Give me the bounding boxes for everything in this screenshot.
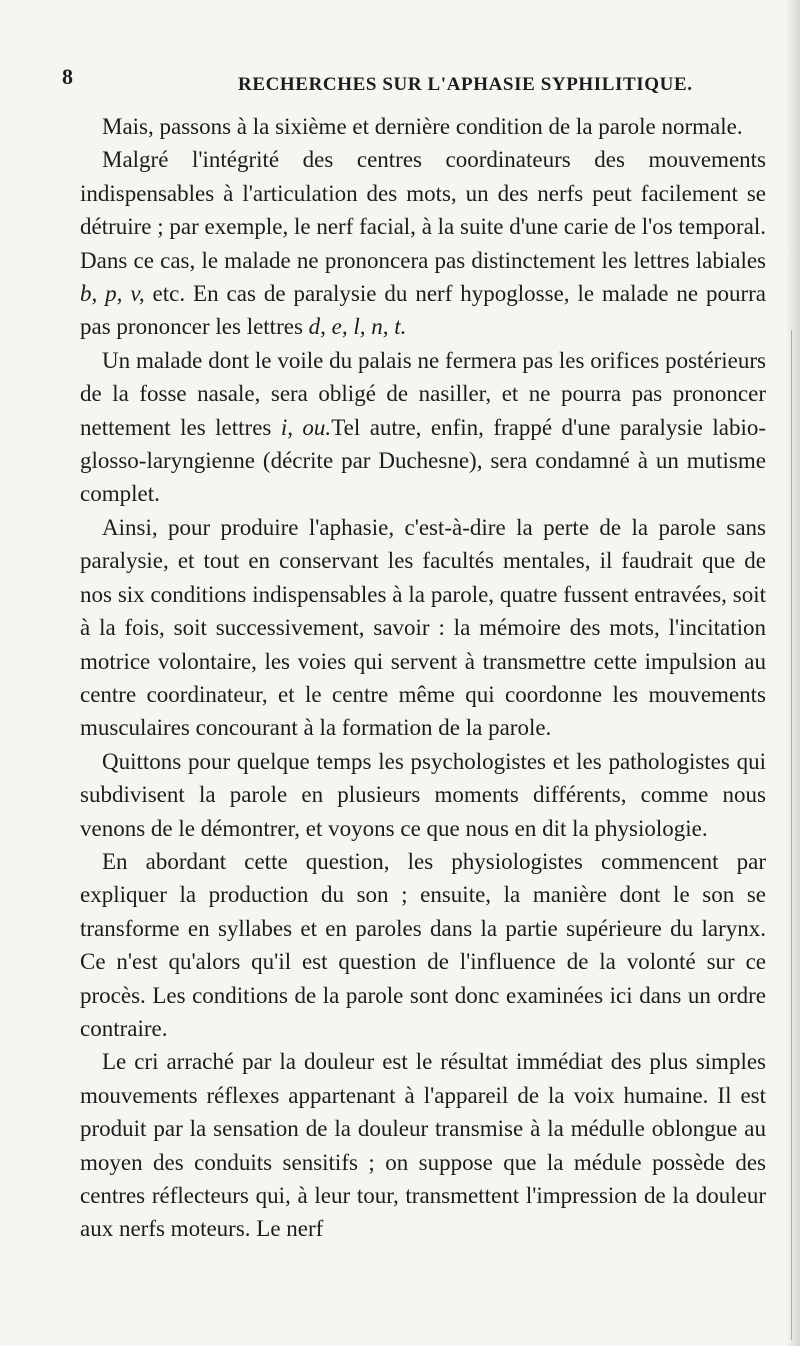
page-edge-line: [791, 330, 792, 1340]
paragraph-7: [80, 1045, 766, 1245]
paragraph-3-text-2: Tel autre, enfin, frappé d'une paralysie labio-glosso-laryngienne (décrite par Duchesne), sera condamné à un mutisme complet.: [80, 414, 766, 507]
paragraph-3-italic-1: i, ou.: [280, 414, 332, 440]
paragraph-4-text: Ainsi, pour produire l'aphasie, c'est-à-dire la perte de la parole sans paralysie, et tout en conservant les facultés mentales, il faudrait que de nos six conditions indispensables à la parole, quatre fussent entravées, soit à la fois, soit successivement, savoir : la mémoire des mots, l'incitation motrice volontaire, les voies qui servent à transmettre cette impulsion au centre coordinateur, et le centre même qui coordonne les mouvements musculaires concourant à la formation de la parole.: [80, 514, 766, 741]
paragraph-2-text-2: etc. En cas de paralysie du nerf hypoglosse, le malade ne pourra pas prononcer les lettres: [80, 281, 766, 340]
paragraph-1: [80, 110, 766, 143]
paragraph-7-text: Le cri arraché par la douleur est le résultat immédiat des plus simples mouvements réflexes appartenant à l'appareil de la voix humaine. Il est produit par la sensation de la douleur transmise à la médulle oblongue au moyen des conduits sensitifs ; on suppose que la médule possède des centres réflecteurs qui, à leur tour, transmettent l'impression de la douleur aux nerfs moteurs. Le nerf: [80, 1049, 766, 1242]
running-title: RECHERCHES SUR L'APHASIE SYPHILITIQUE.: [238, 74, 693, 95]
paragraph-6-text: En abordant cette question, les physiologistes commencent par expliquer la production du son ; ensuite, la manière dont le son se transforme en syllabes et en paroles dans la partie supérieure du larynx. Ce n'est qu'alors qu'il est question de l'influence de la volonté sur ce procès. Les conditions de la parole sont donc examinées ici dans un ordre contraire.: [80, 848, 766, 1041]
paragraph-3-text: Un malade dont le voile du palais ne fermera pas les orifices postérieurs de la fosse nasale, sera obligé de nasiller, et ne pourra pas prononcer nettement les lettres: [80, 347, 766, 440]
paragraph-2-italic-2: d, e, l, n, t.: [308, 314, 407, 340]
page-header: [62, 64, 762, 100]
paragraph-2-text: Malgré l'intégrité des centres coordinateurs des mouvements indispensables à l'articulation des mots, un des nerfs peut facilement se détruire ; par exemple, le nerf facial, à la suite d'une carie de l'os temporal. Dans ce cas, le malade ne prononcera pas distinctement les lettres labiales: [80, 147, 766, 273]
paragraph-6: [80, 845, 766, 1045]
paragraph-2: [80, 143, 766, 343]
paragraph-3: [80, 344, 766, 511]
body-text: [80, 110, 766, 1246]
paragraph-1-text: Mais, passons à la sixième et dernière condition de la parole normale.: [102, 114, 743, 139]
paragraph-4: [80, 511, 766, 745]
paragraph-5-text: Quittons pour quelque temps les psychologistes et les pathologistes qui subdivisent la parole en plusieurs moments différents, comme nous venons de le démontrer, et voyons ce que nous en dit la physiologie.: [80, 748, 766, 841]
page-edge-shadow: [786, 0, 800, 1346]
paragraph-5: [80, 745, 766, 845]
page-number: 8: [62, 64, 73, 89]
paragraph-2-italic-1: b, p, v,: [80, 281, 145, 307]
